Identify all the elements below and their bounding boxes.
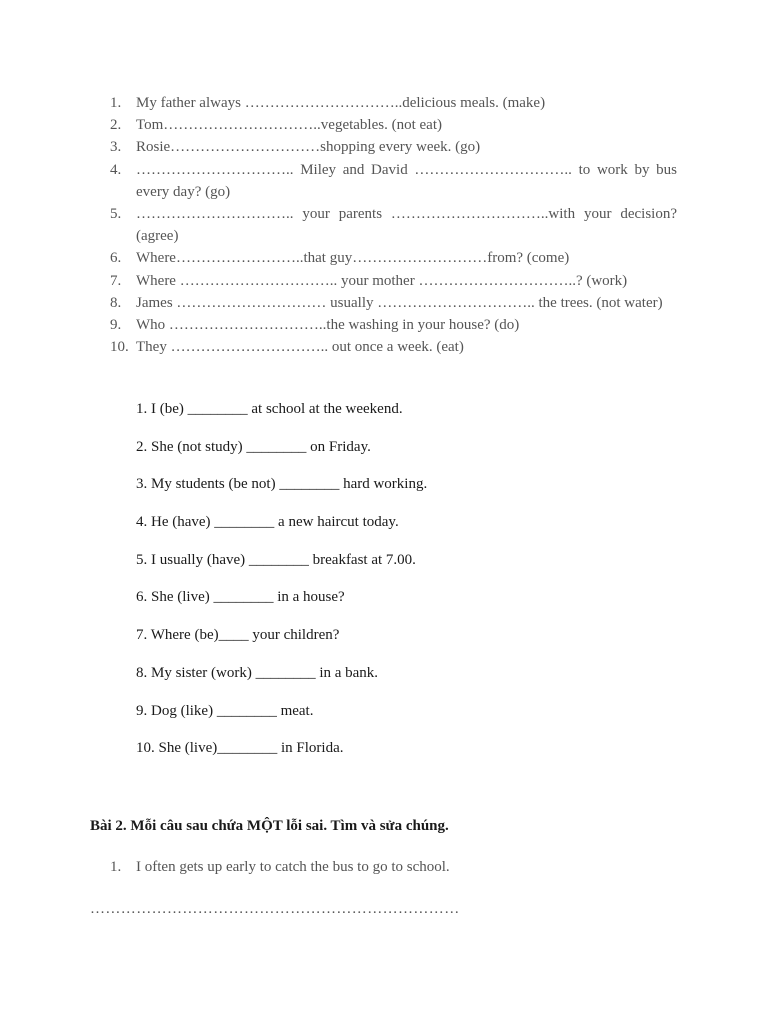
list-item: 8. My sister (work) ________ in a bank. bbox=[136, 664, 379, 681]
item-number: 4. bbox=[110, 161, 122, 178]
list-item bbox=[110, 247, 677, 269]
item-number: 1. bbox=[110, 859, 122, 875]
list-item: 7. Where (be)____ your children? bbox=[136, 627, 340, 644]
exercise-1-list bbox=[110, 92, 677, 358]
item-text: My father always …………………………..delicious meals. (make) bbox=[136, 95, 546, 111]
item-text: James ………………………… usually ………………………….. the trees. (not water) bbox=[136, 294, 663, 311]
item-number: 7. bbox=[110, 272, 122, 289]
answer-line: ……………………………………………………………… bbox=[90, 901, 460, 917]
list-item bbox=[110, 314, 677, 336]
list-item bbox=[110, 114, 677, 136]
list-item bbox=[110, 336, 677, 358]
item-number: 1. bbox=[110, 95, 122, 111]
item-text: Who …………………………..the washing in your house? (do) bbox=[136, 317, 520, 334]
item-text: ………………………….. Miley and David ………………………….. to work by bus every day? (go) bbox=[136, 161, 677, 200]
item-text: Where ………………………….. your mother …………………………..? (work) bbox=[136, 272, 628, 289]
list-item: 5. I usually (have) ________ breakfast at 7.00. bbox=[136, 551, 416, 568]
list-item bbox=[110, 203, 677, 247]
list-item bbox=[110, 92, 677, 114]
list-item: 1. I (be) ________ at school at the weekend. bbox=[136, 401, 403, 417]
list-item bbox=[110, 292, 677, 314]
item-text: Where……………………..that guy………………………from? (come) bbox=[136, 250, 570, 267]
exercise-3-list bbox=[110, 859, 450, 876]
item-number: 10. bbox=[110, 339, 129, 356]
exercise-2-list bbox=[136, 398, 427, 775]
item-number: 5. bbox=[110, 206, 122, 223]
list-item: 6. She (live) ________ in a house? bbox=[136, 589, 345, 606]
item-number: 8. bbox=[110, 294, 122, 311]
item-number: 6. bbox=[110, 250, 122, 267]
item-number: 3. bbox=[110, 139, 122, 156]
item-text: They ………………………….. out once a week. (eat) bbox=[136, 339, 464, 356]
item-text: ………………………….. your parents …………………………..with your decision? (agree) bbox=[136, 206, 677, 245]
list-item bbox=[110, 270, 677, 292]
list-item: 4. He (have) ________ a new haircut today. bbox=[136, 514, 399, 531]
list-item: 9. Dog (like) ________ meat. bbox=[136, 702, 314, 719]
item-text: I often gets up early to catch the bus to go to school. bbox=[136, 859, 450, 875]
item-number: 9. bbox=[110, 317, 122, 334]
list-item bbox=[110, 136, 677, 158]
list-item: 3. My students (be not) ________ hard working. bbox=[136, 476, 428, 493]
list-item: 10. She (live)________ in Florida. bbox=[136, 740, 344, 757]
list-item bbox=[110, 159, 677, 203]
item-text: Rosie…………………………shopping every week. (go) bbox=[136, 139, 481, 156]
item-text: Tom…………………………..vegetables. (not eat) bbox=[136, 117, 442, 134]
item-number: 2. bbox=[110, 117, 122, 134]
list-item: 2. She (not study) ________ on Friday. bbox=[136, 438, 371, 455]
section-heading: Bài 2. Mỗi câu sau chứa MỘT lỗi sai. Tìm và sửa chúng. bbox=[90, 818, 449, 834]
